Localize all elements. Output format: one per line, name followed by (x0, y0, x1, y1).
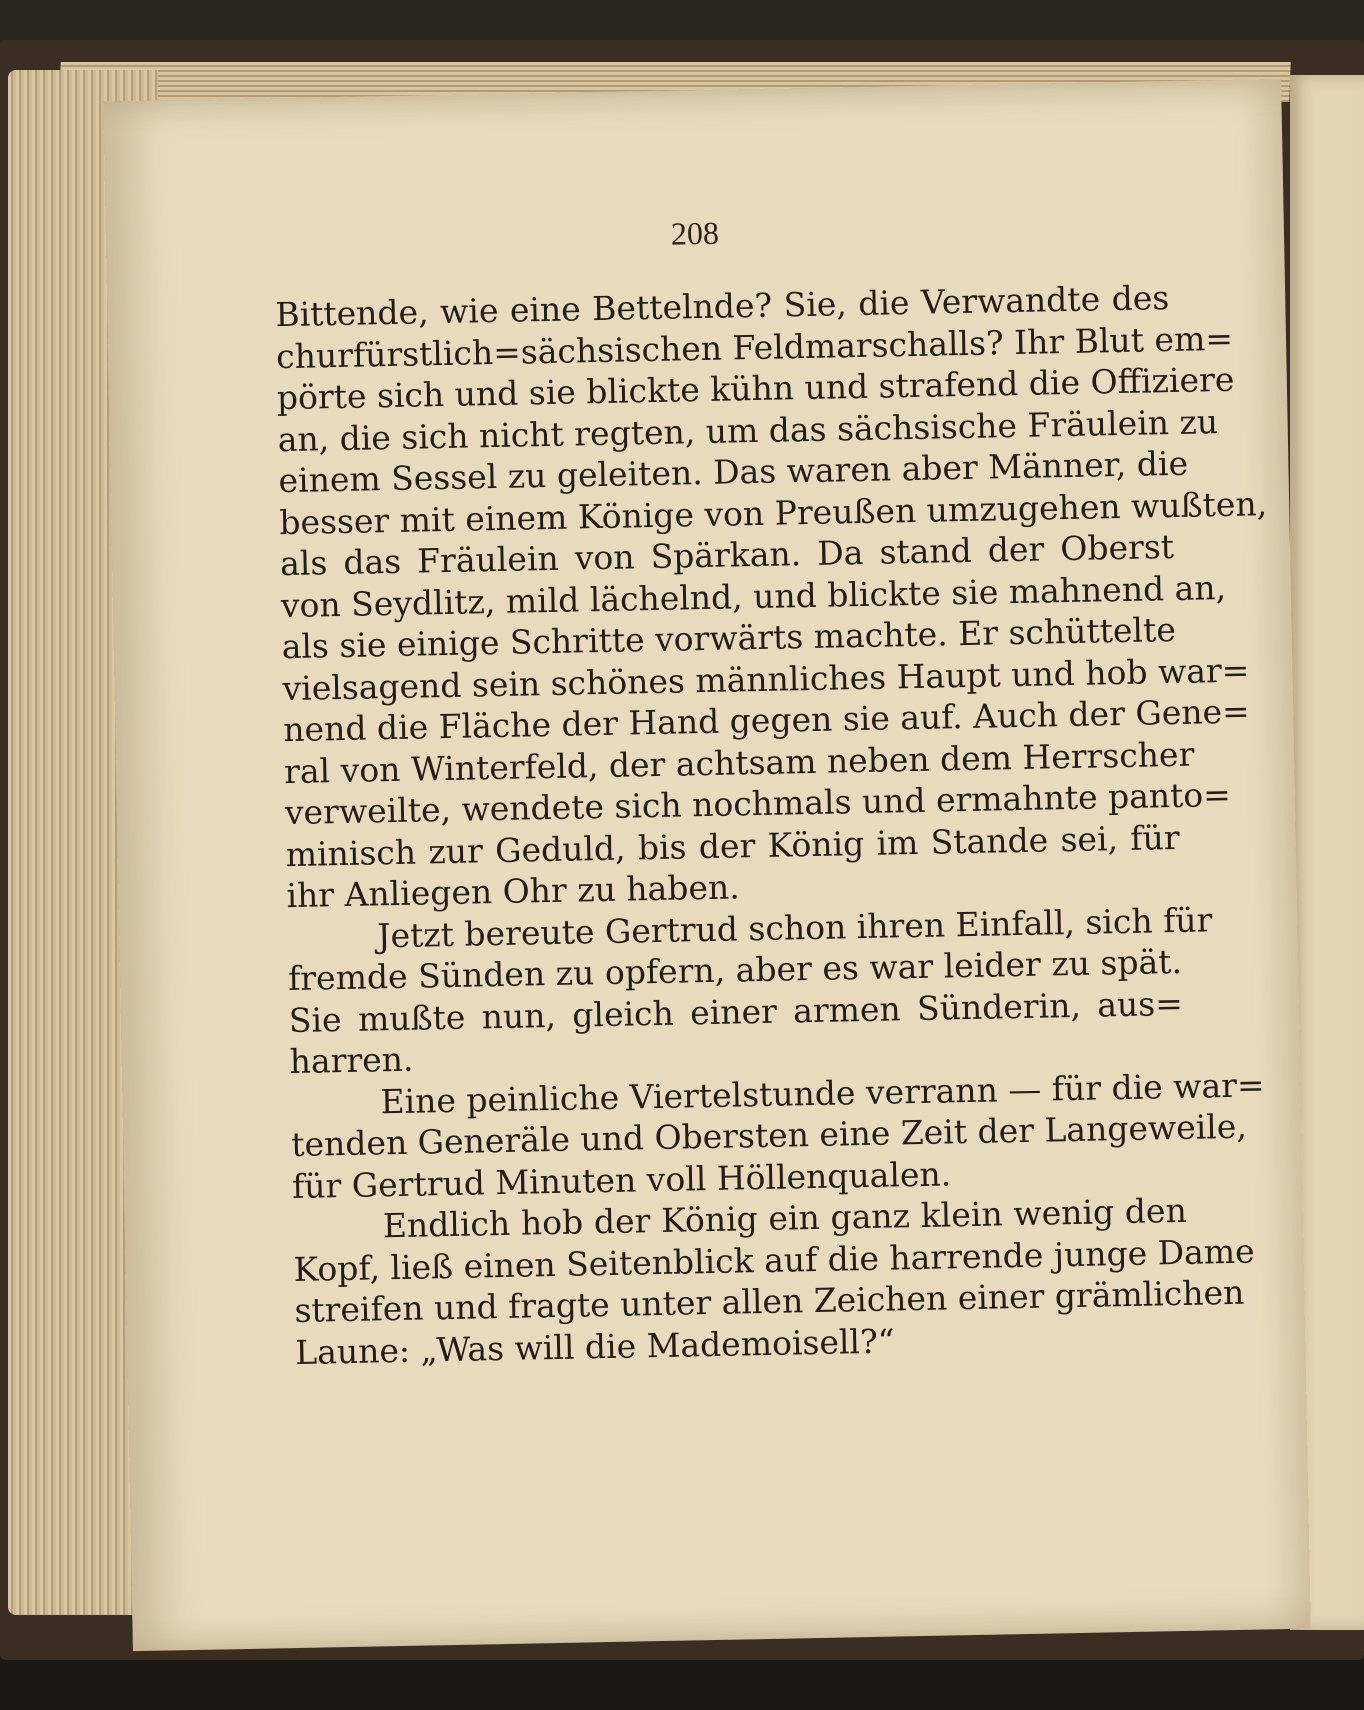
text-line: verweilte, wendete sich nochmals und ermahnte panto= (284, 774, 1232, 833)
text-line: minisch zur Geduld, bis der König im Stande sei, für (285, 817, 1180, 874)
text-line: als das Fräulein von Spärkan. Da stand der Oberst (279, 526, 1175, 584)
book-page (103, 79, 1311, 1651)
text-line: vielsagend sein schönes männliches Haupt und hob war= (282, 650, 1250, 708)
page-number: 208 (670, 214, 720, 252)
text-line: ral von Winterfeld, der achtsam neben dem Herrscher (283, 734, 1195, 791)
text-line: von Seydlitz, mild lächelnd, und blickte sie mahnend an, (280, 567, 1227, 625)
text-line: Jetzt bereute Gertrud schon ihren Einfall, sich für (376, 899, 1213, 955)
text-line: churfürstlich=sächsischen Feldmarschalls? Ihr Blut em= (275, 318, 1234, 376)
text-line: für Gertrud Minuten voll Höllenqualen. (291, 1153, 952, 1206)
text-line: besser mit einem Könige von Preußen umzugehen wußten, (278, 483, 1268, 542)
text-line: harren. (289, 1039, 414, 1082)
text-line: Endlich hob der König ein ganz klein wenig den (382, 1190, 1188, 1246)
text-line: fremde Sünden zu opfern, aber es war leider zu spät. (287, 941, 1183, 999)
text-line: Sie mußte nun, gleich einer armen Sünderin, aus= (288, 983, 1184, 1040)
text-line: Bittende, wie eine Bettelnde? Sie, die Verwandte des (274, 278, 1170, 335)
body-text (274, 277, 1268, 1373)
text-line: pörte sich und sie blickte kühn und strafend die Offiziere (276, 359, 1235, 418)
text-line: Eine peinliche Viertelstunde verrann — für die war= (380, 1064, 1265, 1121)
text-line: Kopf, ließ einen Seitenblick auf die harrende junge Dame (293, 1231, 1255, 1289)
text-line: nend die Fläche der Hand gegen sie auf. Auch der Gene= (282, 691, 1251, 750)
text-line: ihr Anliegen Ohr zu haben. (286, 867, 741, 916)
text-line: streifen und fragte unter allen Zeichen einer grämlichen (294, 1272, 1245, 1330)
text-line: einem Sessel zu geleiten. Das waren aber Männer, die (278, 443, 1189, 501)
text-line: Laune: „Was will die Mademoisell?“ (294, 1320, 895, 1372)
text-line: tenden Generäle und Obersten eine Zeit der Langeweile, (290, 1106, 1248, 1165)
text-line: an, die sich nicht regten, um das sächsische Fräulein zu (277, 401, 1219, 459)
text-line: als sie einige Schritte vorwärts machte. Er schüttelte (281, 609, 1177, 667)
